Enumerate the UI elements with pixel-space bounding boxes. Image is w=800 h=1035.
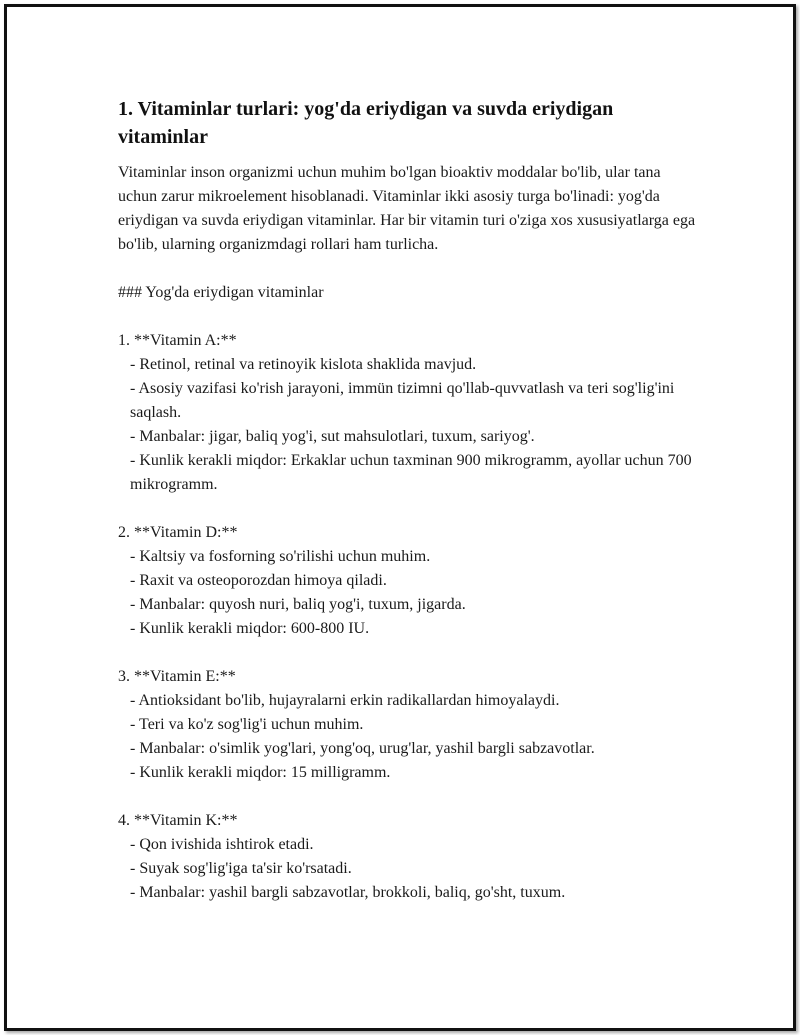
page-title: 1. Vitaminlar turlari: yog'da eriydigan va suvda eriydigan vitaminlar bbox=[118, 98, 614, 148]
vitamin-point: - Manbalar: yashil bargli sabzavotlar, brokkoli, baliq, go'sht, tuxum. bbox=[130, 884, 566, 901]
vitamin-k-block bbox=[118, 809, 698, 905]
vitamin-point: - Kaltsiy va fosforning so'rilishi uchun muhim. bbox=[130, 548, 431, 565]
vitamin-point: - Kunlik kerakli miqdor: 600-800 IU. bbox=[130, 620, 370, 637]
section-heading: ### Yog'da eriydigan vitaminlar bbox=[118, 284, 324, 301]
vitamin-e-block bbox=[118, 665, 698, 785]
vitamin-d-block bbox=[118, 521, 698, 641]
vitamin-point: - Asosiy vazifasi ko'rish jarayoni, immün tizimni qo'llab-quvvatlash va teri sog'lig'ini saqlash. bbox=[130, 380, 679, 421]
vitamin-heading: 4. **Vitamin K:** bbox=[118, 812, 238, 829]
vitamin-point: - Manbalar: quyosh nuri, baliq yog'i, tuxum, jigarda. bbox=[130, 596, 466, 613]
spacer bbox=[118, 257, 698, 281]
vitamin-point: - Teri va ko'z sog'lig'i uchun muhim. bbox=[130, 716, 364, 733]
vitamin-heading: 1. **Vitamin A:** bbox=[118, 332, 237, 349]
vitamin-point: - Manbalar: jigar, baliq yog'i, sut mahsulotlari, tuxum, sariyog'. bbox=[130, 428, 535, 445]
vitamin-heading: 2. **Vitamin D:** bbox=[118, 524, 238, 541]
vitamin-point: - Manbalar: o'simlik yog'lari, yong'oq, urug'lar, yashil bargli sabzavotlar. bbox=[130, 740, 595, 757]
vitamin-point: - Retinol, retinal va retinoyik kislota shaklida mavjud. bbox=[130, 356, 477, 373]
vitamin-point: - Qon ivishida ishtirok etadi. bbox=[130, 836, 314, 853]
spacer bbox=[118, 641, 698, 665]
vitamin-point: - Suyak sog'lig'iga ta'sir ko'rsatadi. bbox=[130, 860, 352, 877]
vitamin-point: - Raxit va osteoporozdan himoya qiladi. bbox=[130, 572, 387, 589]
spacer bbox=[118, 785, 698, 809]
spacer bbox=[118, 305, 698, 329]
spacer bbox=[118, 497, 698, 521]
vitamin-point: - Kunlik kerakli miqdor: 15 milligramm. bbox=[130, 764, 391, 781]
vitamin-heading: 3. **Vitamin E:** bbox=[118, 668, 236, 685]
intro-paragraph: Vitaminlar inson organizmi uchun muhim bo'lgan bioaktiv moddalar bo'lib, ular tana uchun zarur mikroelement hisoblanadi. Vitaminlar ikki asosiy turga bo'linadi: yog'da eriydigan va suvda eriydigan vitaminlar. Har bir vitamin turi o'ziga xos xususiyatlarga ega bo'lib, ularning organizmdagi rollari ham turlicha. bbox=[118, 164, 696, 253]
vitamin-a-block bbox=[118, 329, 698, 497]
document-body bbox=[118, 95, 698, 905]
vitamin-point: - Kunlik kerakli miqdor: Erkaklar uchun taxminan 900 mikrogramm, ayollar uchun 700 mikrogramm. bbox=[130, 452, 696, 493]
vitamin-point: - Antioksidant bo'lib, hujayralarni erkin radikallardan himoyalaydi. bbox=[130, 692, 560, 709]
